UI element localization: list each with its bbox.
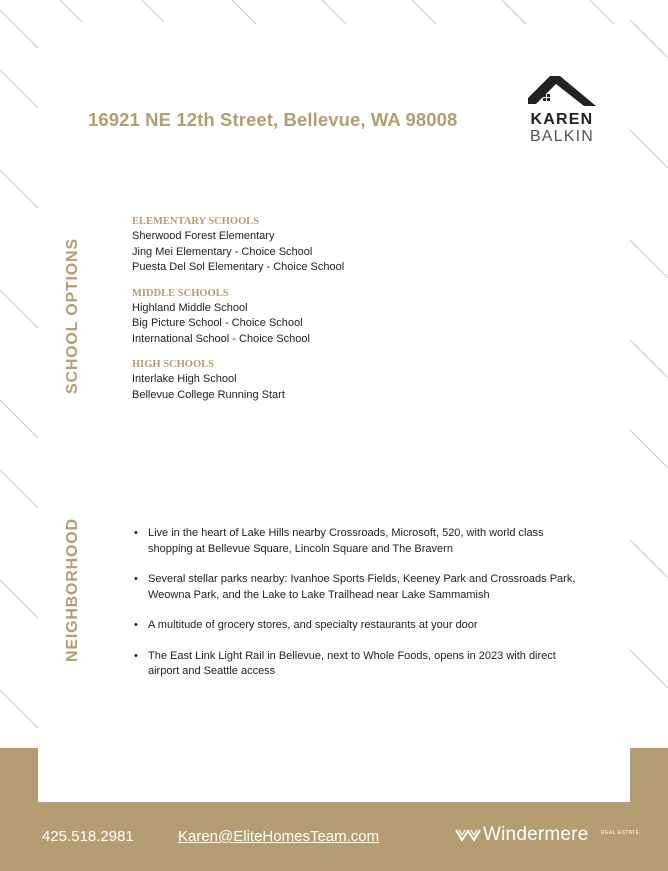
high-schools-heading: HIGH SCHOOLS: [132, 359, 214, 370]
windermere-w-icon: [455, 828, 481, 842]
list-item: • Several stellar parks nearby: Ivanhoe Sports Fields, Keeney Park and Crossroads Park, Weowna Park, and the Lake to Lake Trailhead near Lake Sammamish: [132, 572, 582, 603]
high-schools-group: [132, 358, 552, 403]
list-item: • Live in the heart of Lake Hills nearby Crossroads, Microsoft, 520, with world class shopping at Bellevue Square, Lincoln Square and The Bravern: [132, 526, 582, 557]
brand-name: Windermere: [483, 824, 589, 845]
elementary-schools-heading: ELEMENTARY SCHOOLS: [132, 216, 260, 227]
karen-balkin-logo: [524, 74, 600, 146]
list-item: • The East Link Light Rail in Bellevue, next to Whole Foods, opens in 2023 with direct airport and Seattle access: [132, 649, 582, 680]
school-item: Puesta Del Sol Elementary - Choice School: [132, 261, 345, 273]
neighborhood-label: NEIGHBORHOOD: [64, 518, 81, 662]
brand-subtitle: REAL ESTATE: [601, 830, 640, 836]
list-item: • A multitude of grocery stores, and specialty restaurants at your door: [132, 618, 582, 634]
school-item: Highland Middle School: [132, 301, 248, 314]
school-item: Sherwood Forest Elementary: [132, 230, 275, 242]
logo-text-last: BALKIN: [529, 128, 595, 145]
school-item: Jing Mei Elementary - Choice School: [132, 245, 313, 258]
school-list: [132, 215, 552, 414]
logo-text-first: KAREN: [530, 111, 594, 128]
school-item: Big Picture School - Choice School: [132, 317, 303, 329]
email-link[interactable]: Karen@EliteHomesTeam.com: [178, 828, 380, 845]
house-roof-icon: [528, 74, 596, 110]
school-options-label: SCHOOL OPTIONS: [64, 238, 81, 394]
middle-schools-heading: MIDDLE SCHOOLS: [132, 287, 229, 299]
footer-white-panel: [38, 748, 630, 802]
school-item: International School - Choice School: [132, 332, 310, 345]
footer-band: [0, 748, 668, 871]
school-item: Interlake High School: [132, 373, 237, 385]
property-address: 16921 NE 12th Street, Bellevue, WA 98008: [88, 109, 458, 130]
elementary-schools-group: [132, 215, 552, 276]
school-item: Bellevue College Running Start: [132, 388, 285, 401]
phone-number[interactable]: 425.518.2981: [42, 828, 134, 845]
neighborhood-bullet-list: [132, 526, 582, 695]
middle-schools-group: [132, 287, 552, 348]
